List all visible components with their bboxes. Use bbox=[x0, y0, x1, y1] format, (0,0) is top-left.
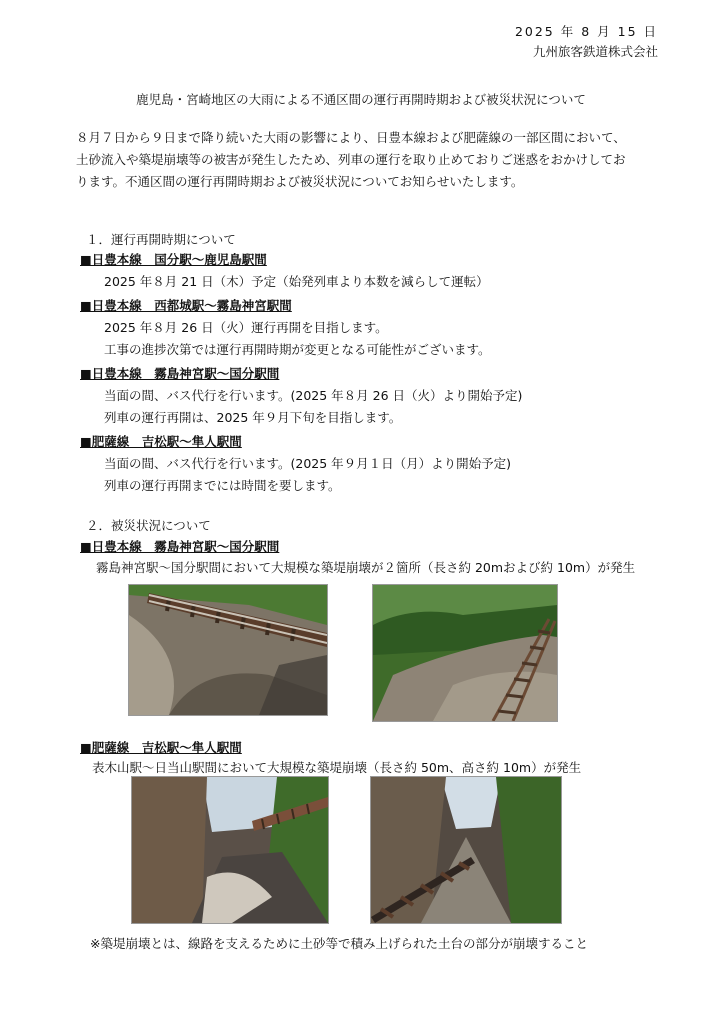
damage-photo bbox=[372, 584, 558, 722]
intro-line: 土砂流入や築堤崩壊等の被害が発生したため、列車の運行を取り止めておりご迷惑をおかけしてお bbox=[76, 152, 626, 167]
company-name: 九州旅客鉄道株式会社 bbox=[532, 44, 658, 59]
damage-heading: ■日豊本線 霧島神宮駅～国分駅間 bbox=[80, 539, 280, 554]
damage-description: 霧島神宮駅～国分駅間において大規模な築堤崩壊が２箇所（長さ約 20mおよび約 10m）が発生 bbox=[96, 560, 636, 575]
route-heading: ■肥薩線 吉松駅～隼人駅間 bbox=[80, 434, 242, 449]
damage-heading: ■肥薩線 吉松駅～隼人駅間 bbox=[80, 740, 242, 755]
section1-heading: １．運行再開時期について bbox=[86, 232, 236, 247]
route-heading: ■日豊本線 国分駅～鹿児島駅間 bbox=[80, 252, 267, 267]
document-date: 2025 年 8 月 15 日 bbox=[514, 24, 658, 39]
damage-photo bbox=[128, 584, 328, 716]
route-detail: 当面の間、バス代行を行います。(2025 年９月１日（月）より開始予定) bbox=[104, 456, 512, 471]
route-heading: ■日豊本線 西都城駅～霧島神宮駅間 bbox=[80, 298, 292, 313]
route-heading: ■日豊本線 霧島神宮駅～国分駅間 bbox=[80, 366, 280, 381]
route-detail: 列車の運行再開は、2025 年９月下旬を目指します。 bbox=[104, 410, 402, 425]
intro-line: ります。不通区間の運行再開時期および被災状況についてお知らせいたします。 bbox=[76, 174, 524, 189]
route-detail: 列車の運行再開までには時間を要します。 bbox=[104, 478, 341, 493]
document-title: 鹿児島・宮崎地区の大雨による不通区間の運行再開時期および被災状況について bbox=[136, 92, 586, 107]
intro-line: ８月７日から９日まで降り続いた大雨の影響により、日豊本線および肥薩線の一部区間において、 bbox=[76, 130, 626, 145]
intro-paragraph bbox=[76, 127, 666, 193]
damage-photo bbox=[131, 776, 329, 924]
damage-description: 表木山駅～日当山駅間において大規模な築堤崩壊（長さ約 50m、高さ約 10m）が発生 bbox=[92, 760, 582, 775]
section2-heading: ２．被災状況について bbox=[86, 518, 211, 533]
route-detail: 2025 年８月 26 日（火）運行再開を目指します。 bbox=[104, 320, 388, 335]
footnote: ※築堤崩壊とは、線路を支えるために土砂等で積み上げられた土台の部分が崩壊すること bbox=[90, 936, 588, 951]
route-detail: 2025 年８月 21 日（木）予定（始発列車より本数を減らして運転） bbox=[104, 274, 489, 289]
route-detail: 当面の間、バス代行を行います。(2025 年８月 26 日（火）より開始予定) bbox=[104, 388, 523, 403]
route-detail: 工事の進捗次第では運行再開時期が変更となる可能性がございます。 bbox=[104, 342, 491, 357]
damage-photo bbox=[370, 776, 562, 924]
